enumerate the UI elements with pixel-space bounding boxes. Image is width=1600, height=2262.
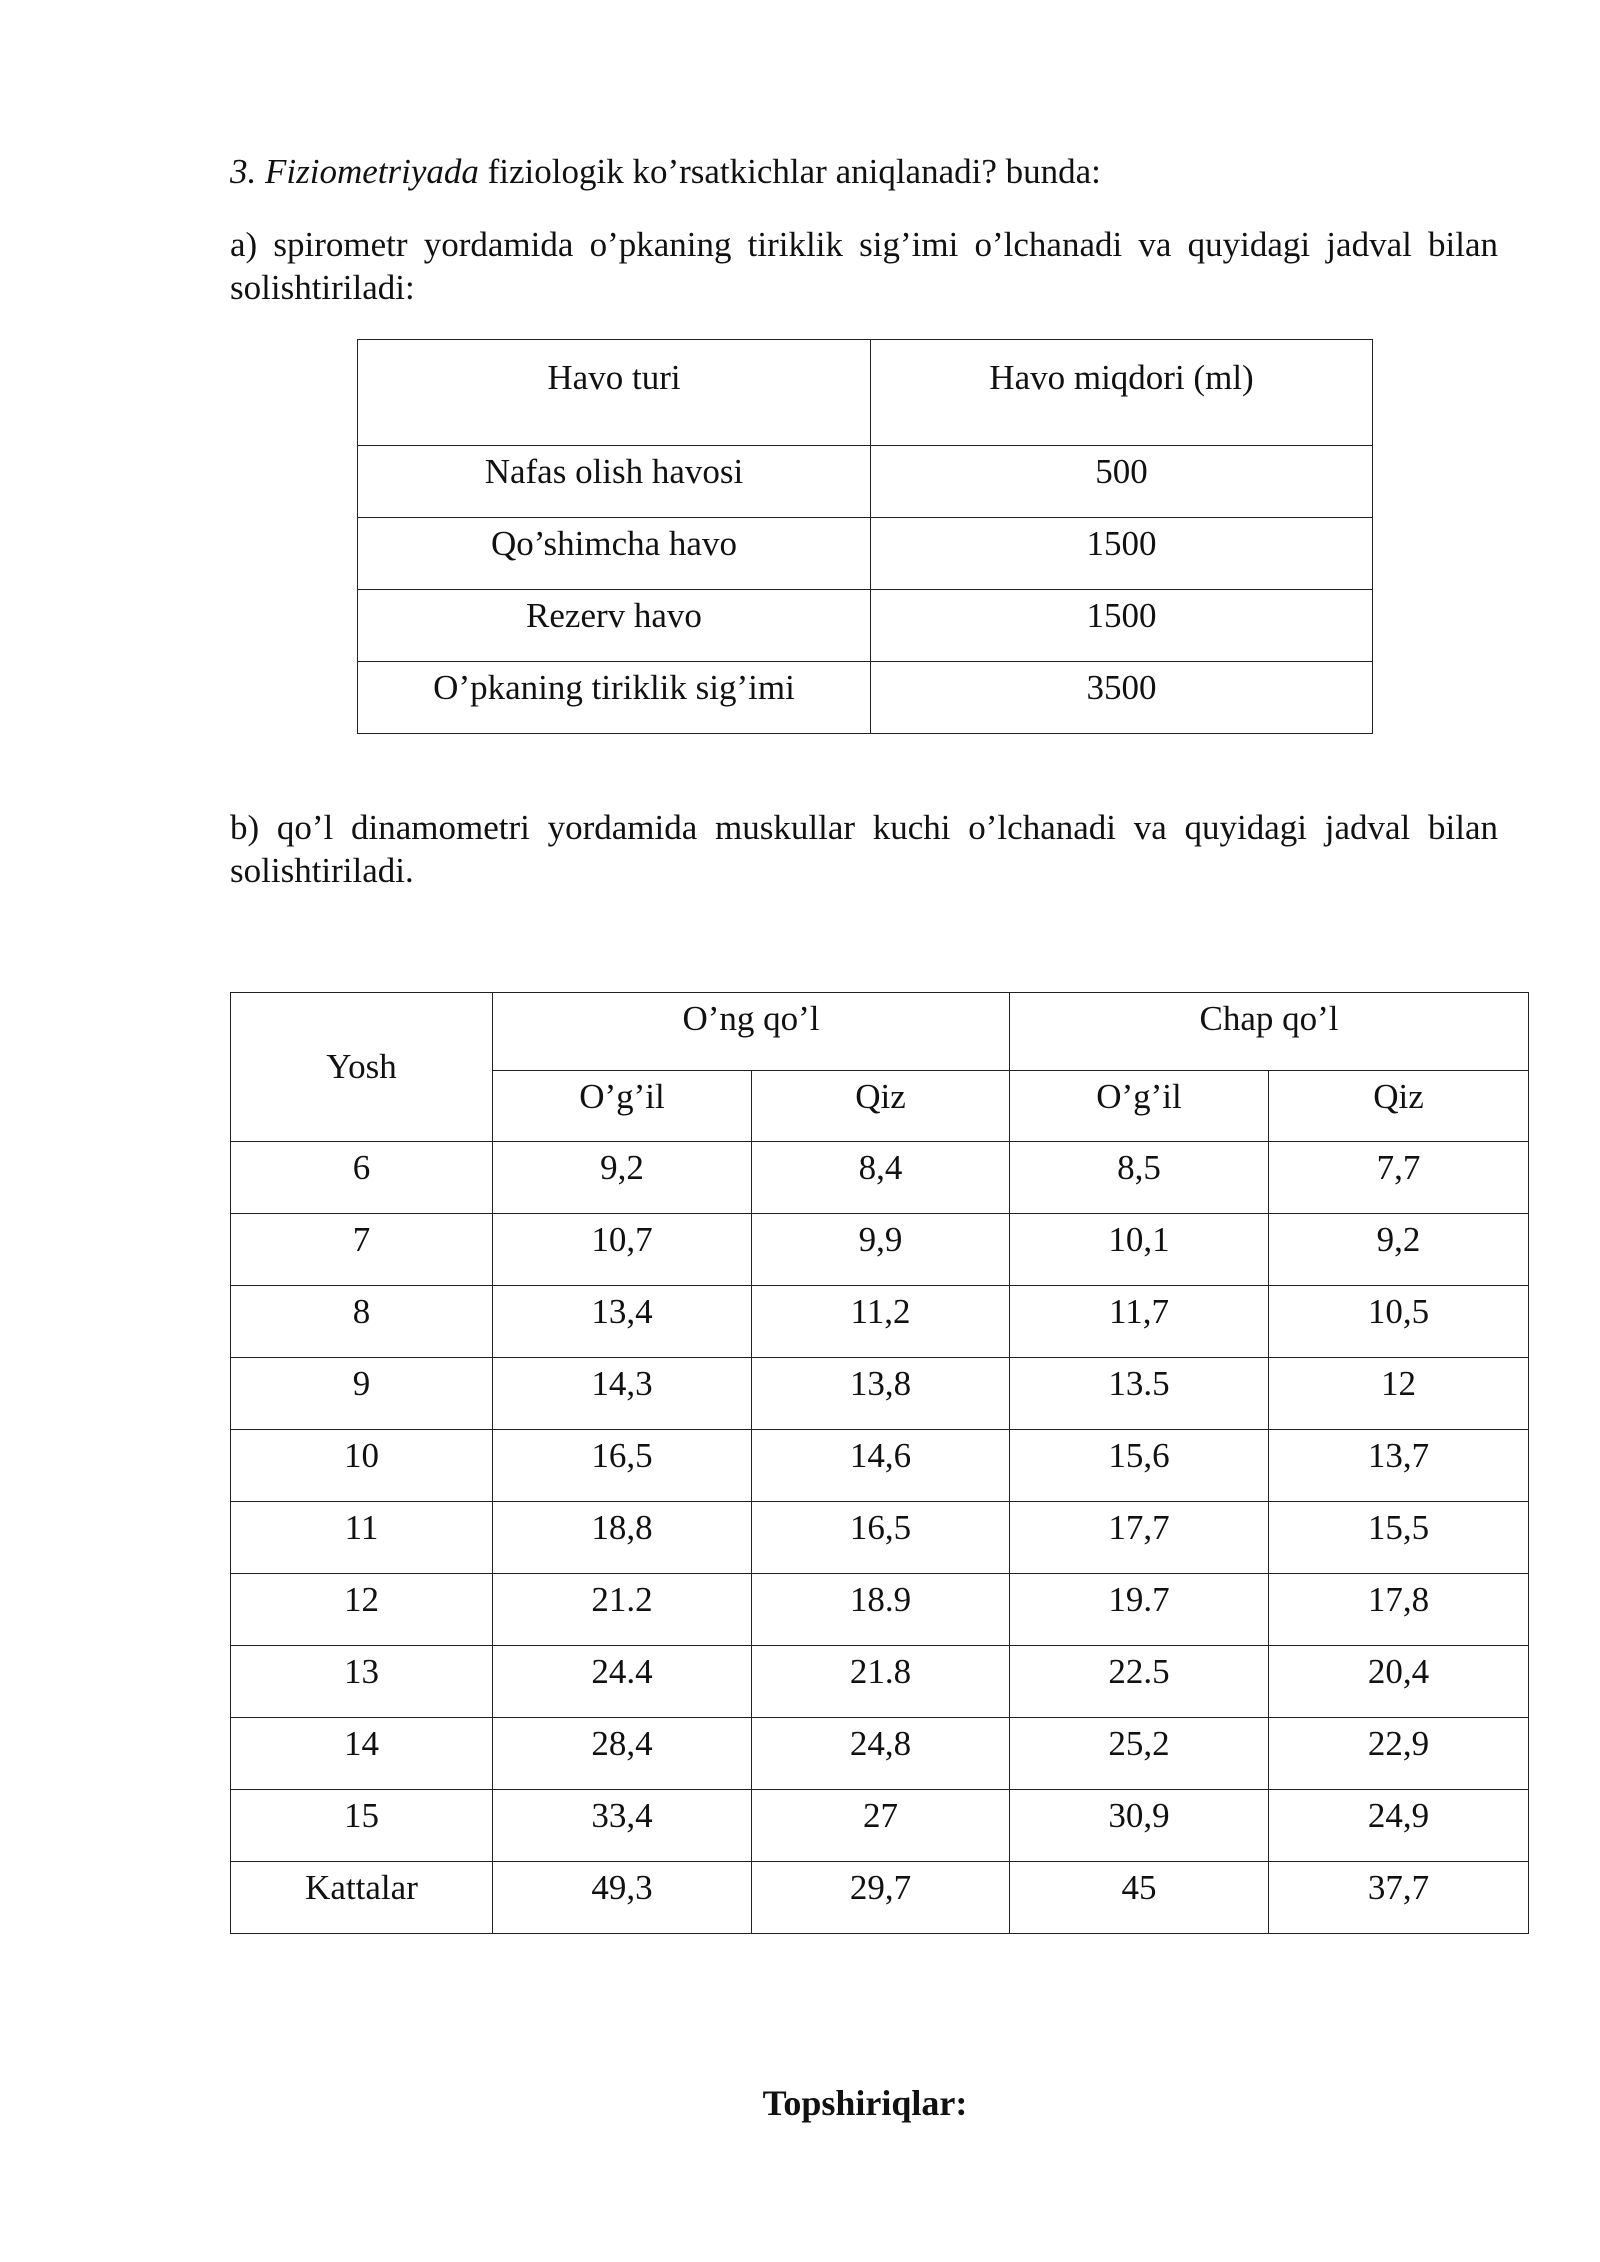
age-cell: 7 bbox=[231, 1214, 493, 1286]
spirometry-header-cell: Havo miqdori (ml) bbox=[871, 340, 1373, 446]
strength-value-cell: 15,5 bbox=[1269, 1502, 1529, 1574]
strength-value-cell: 10,5 bbox=[1269, 1286, 1529, 1358]
strength-value-cell: 7,7 bbox=[1269, 1142, 1529, 1214]
dynamometry-table bbox=[230, 992, 1529, 1934]
strength-value-cell: 8,5 bbox=[1010, 1142, 1269, 1214]
strength-value-cell: 11,7 bbox=[1010, 1286, 1269, 1358]
strength-value-cell: 24,9 bbox=[1269, 1790, 1529, 1862]
age-cell: 13 bbox=[231, 1646, 493, 1718]
dynamometry-row bbox=[231, 1574, 1529, 1646]
section-b-paragraph: b) qo’l dinamometri yordamida muskullar kuchi o’lchanadi va quyidagi jadval bilan solishtiriladi. bbox=[230, 808, 1498, 890]
spirometry-cell: Rezerv havo bbox=[358, 590, 871, 662]
dynamometry-row bbox=[231, 1718, 1529, 1790]
dynamometry-row bbox=[231, 1430, 1529, 1502]
strength-value-cell: 13.5 bbox=[1010, 1358, 1269, 1430]
dynamometry-row bbox=[231, 1142, 1529, 1214]
section-a-heading-rest: fiziologik ko’rsatkichlar aniqlanadi? bunda: bbox=[478, 152, 1101, 191]
spirometry-cell: O’pkaning tiriklik sig’imi bbox=[358, 662, 871, 734]
spirometry-cell: 3500 bbox=[871, 662, 1373, 734]
spirometry-table bbox=[357, 339, 1373, 734]
sub-header-girl: Qiz bbox=[752, 1071, 1010, 1142]
strength-value-cell: 11,2 bbox=[752, 1286, 1010, 1358]
dynamometry-row bbox=[231, 1214, 1529, 1286]
spirometry-row bbox=[358, 518, 1373, 590]
strength-value-cell: 22,9 bbox=[1269, 1718, 1529, 1790]
dynamometry-row bbox=[231, 1862, 1529, 1934]
strength-value-cell: 16,5 bbox=[752, 1502, 1010, 1574]
strength-value-cell: 45 bbox=[1010, 1862, 1269, 1934]
dynamometry-row bbox=[231, 1502, 1529, 1574]
strength-value-cell: 15,6 bbox=[1010, 1430, 1269, 1502]
strength-value-cell: 9,9 bbox=[752, 1214, 1010, 1286]
spirometry-cell: 500 bbox=[871, 446, 1373, 518]
strength-value-cell: 18,8 bbox=[493, 1502, 752, 1574]
sub-header-girl: Qiz bbox=[1269, 1071, 1529, 1142]
age-cell: 10 bbox=[231, 1430, 493, 1502]
strength-value-cell: 20,4 bbox=[1269, 1646, 1529, 1718]
strength-value-cell: 21.2 bbox=[493, 1574, 752, 1646]
spirometry-row bbox=[358, 662, 1373, 734]
spirometry-row bbox=[358, 590, 1373, 662]
dynamometry-body bbox=[231, 1142, 1529, 1934]
section-a-heading-italic: 3. Fiziometriyada bbox=[230, 152, 479, 191]
strength-value-cell: 12 bbox=[1269, 1358, 1529, 1430]
strength-value-cell: 17,7 bbox=[1010, 1502, 1269, 1574]
strength-value-cell: 27 bbox=[752, 1790, 1010, 1862]
spirometry-cell: Nafas olish havosi bbox=[358, 446, 871, 518]
age-cell: 8 bbox=[231, 1286, 493, 1358]
strength-value-cell: 14,6 bbox=[752, 1430, 1010, 1502]
sub-header-boy: O’g’il bbox=[1010, 1071, 1269, 1142]
age-cell: 9 bbox=[231, 1358, 493, 1430]
left-hand-header: Chap qo’l bbox=[1010, 993, 1529, 1071]
strength-value-cell: 13,7 bbox=[1269, 1430, 1529, 1502]
strength-value-cell: 25,2 bbox=[1010, 1718, 1269, 1790]
strength-value-cell: 49,3 bbox=[493, 1862, 752, 1934]
spirometry-header-cell: Havo turi bbox=[358, 340, 871, 446]
dynamometry-row bbox=[231, 1358, 1529, 1430]
strength-value-cell: 30,9 bbox=[1010, 1790, 1269, 1862]
age-cell: Kattalar bbox=[231, 1862, 493, 1934]
strength-value-cell: 18.9 bbox=[752, 1574, 1010, 1646]
dynamometry-group-header-row bbox=[231, 993, 1529, 1071]
strength-value-cell: 22.5 bbox=[1010, 1646, 1269, 1718]
strength-value-cell: 29,7 bbox=[752, 1862, 1010, 1934]
age-cell: 6 bbox=[231, 1142, 493, 1214]
strength-value-cell: 37,7 bbox=[1269, 1862, 1529, 1934]
dynamometry-row bbox=[231, 1646, 1529, 1718]
strength-value-cell: 24.4 bbox=[493, 1646, 752, 1718]
sub-header-boy: O’g’il bbox=[493, 1071, 752, 1142]
age-cell: 11 bbox=[231, 1502, 493, 1574]
spirometry-row bbox=[358, 446, 1373, 518]
age-cell: 14 bbox=[231, 1718, 493, 1790]
spirometry-cell: Qo’shimcha havo bbox=[358, 518, 871, 590]
right-hand-header: O’ng qo’l bbox=[493, 993, 1010, 1071]
age-cell: 15 bbox=[231, 1790, 493, 1862]
strength-value-cell: 16,5 bbox=[493, 1430, 752, 1502]
age-header: Yosh bbox=[231, 993, 493, 1142]
age-cell: 12 bbox=[231, 1574, 493, 1646]
strength-value-cell: 9,2 bbox=[493, 1142, 752, 1214]
strength-value-cell: 19.7 bbox=[1010, 1574, 1269, 1646]
strength-value-cell: 17,8 bbox=[1269, 1574, 1529, 1646]
strength-value-cell: 28,4 bbox=[493, 1718, 752, 1790]
strength-value-cell: 14,3 bbox=[493, 1358, 752, 1430]
spirometry-cell: 1500 bbox=[871, 518, 1373, 590]
strength-value-cell: 24,8 bbox=[752, 1718, 1010, 1790]
strength-value-cell: 21.8 bbox=[752, 1646, 1010, 1718]
strength-value-cell: 13,4 bbox=[493, 1286, 752, 1358]
strength-value-cell: 13,8 bbox=[752, 1358, 1010, 1430]
dynamometry-row bbox=[231, 1790, 1529, 1862]
section-a-heading bbox=[230, 150, 1498, 193]
strength-value-cell: 9,2 bbox=[1269, 1214, 1529, 1286]
spirometry-header-row bbox=[358, 340, 1373, 446]
tasks-title: Topshiriqlar: bbox=[762, 2083, 968, 2123]
strength-value-cell: 33,4 bbox=[493, 1790, 752, 1862]
section-a-paragraph: a) spirometr yordamida o’pkaning tiriklik sig’imi o’lchanadi va quyidagi jadval bilan solishtiriladi: bbox=[230, 225, 1498, 307]
strength-value-cell: 10,1 bbox=[1010, 1214, 1269, 1286]
strength-value-cell: 10,7 bbox=[493, 1214, 752, 1286]
strength-value-cell: 8,4 bbox=[752, 1142, 1010, 1214]
spirometry-cell: 1500 bbox=[871, 590, 1373, 662]
dynamometry-row bbox=[231, 1286, 1529, 1358]
